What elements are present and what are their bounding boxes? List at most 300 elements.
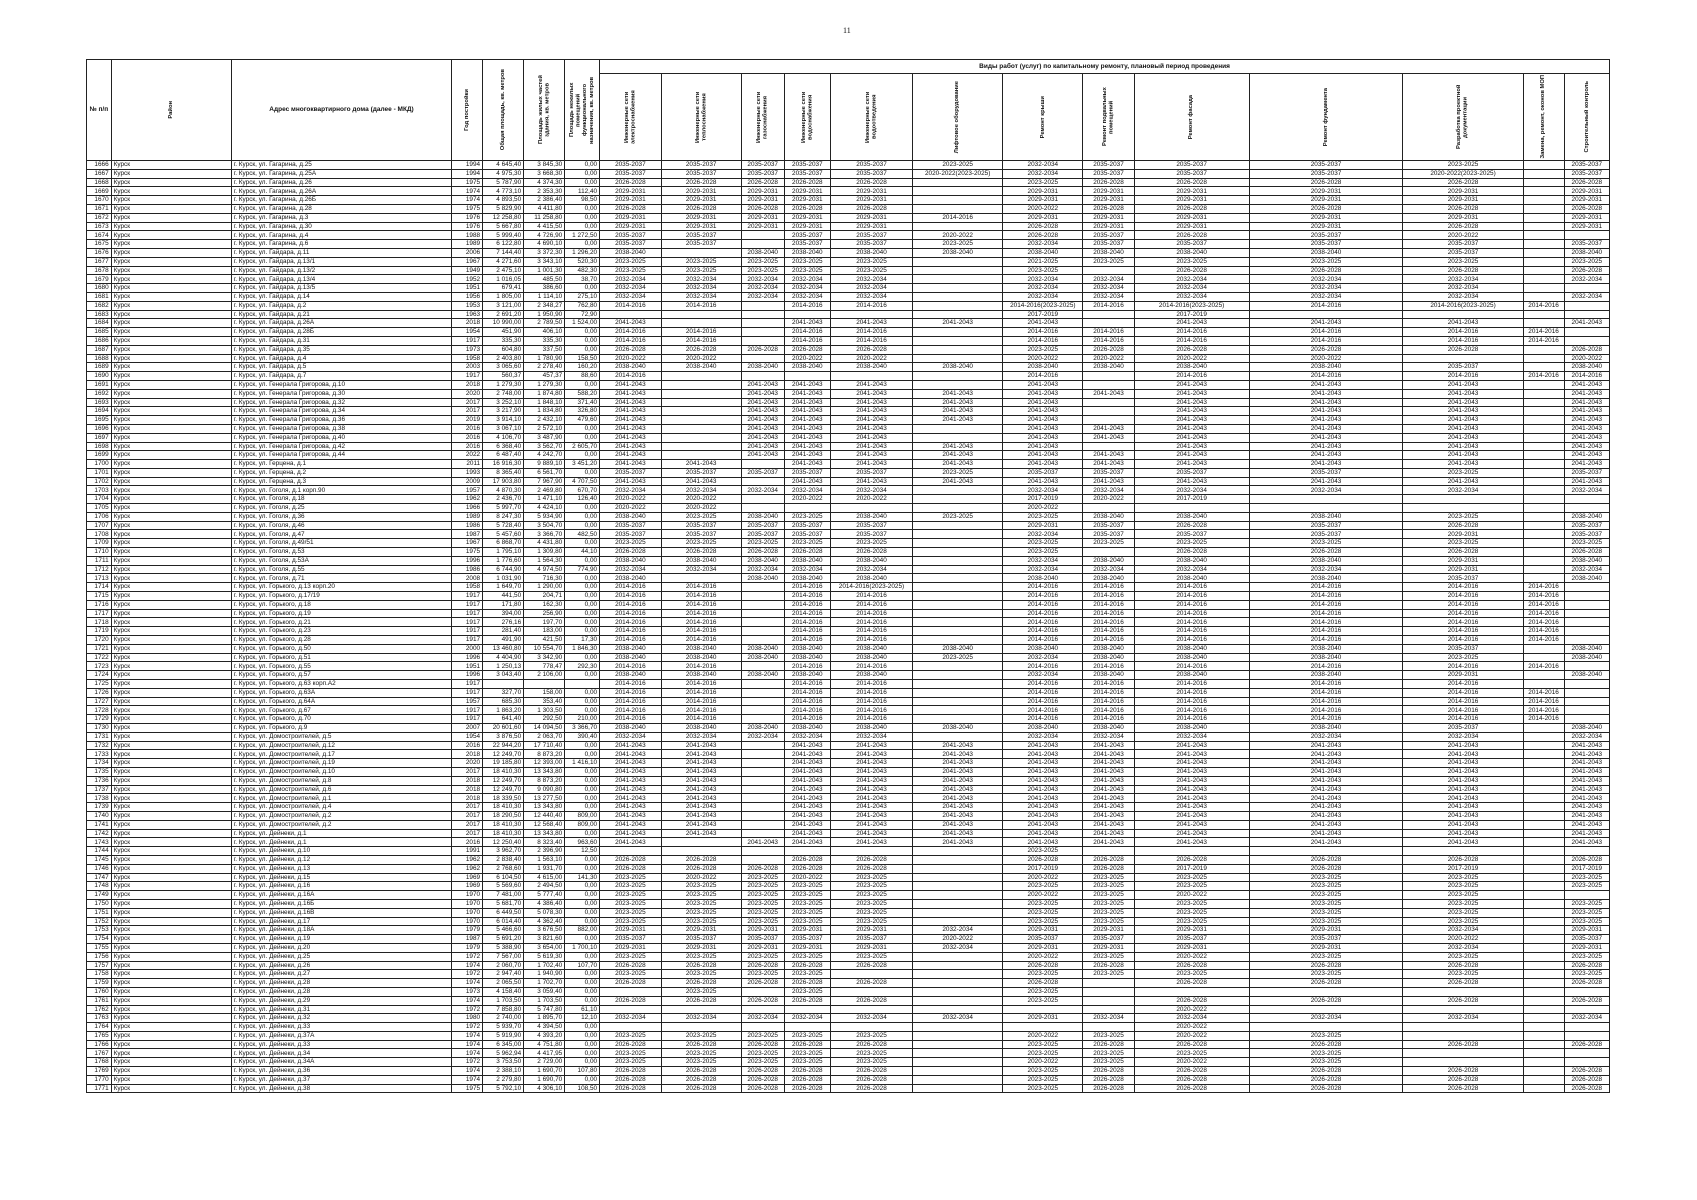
cell-elevator [913,987,1003,996]
cell-construction-control: 2026-2028 [1564,204,1609,213]
cell-gas [741,811,784,820]
cell-foundation: 2041-2043 [1249,442,1403,451]
cell-construction-control: 2041-2043 [1564,416,1609,425]
cell-elevator [913,1040,1003,1049]
cell-address: г. Курск, ул. Генерала Григорова, д.10 [231,380,452,389]
cell-roof: 2023-2025 [1003,178,1083,187]
cell-nonresidential-area: 126,40 [565,495,600,504]
cell-year: 1969 [452,873,483,882]
cell-electric: 2026-2028 [600,979,662,988]
cell-electric: 2032-2034 [600,275,662,284]
cell-total-area: 12 249,70 [483,785,524,794]
cell-total-area: 335,30 [483,336,524,345]
cell-heating: 2014-2016 [661,592,741,601]
cell-foundation: 2014-2016 [1249,592,1403,601]
cell-water: 2014-2016 [784,609,830,618]
cell-district: Курск [111,592,231,601]
cell-roof: 2020-2022 [1003,504,1083,513]
cell-water: 2035-2037 [784,468,830,477]
cell-total-area: 5 681,70 [483,899,524,908]
cell-design-docs [1403,1031,1523,1040]
cell-gas: 2032-2034 [741,1014,784,1023]
table-row [87,899,1610,908]
cell-windows [1523,442,1564,451]
cell-electric: 2038-2040 [600,653,662,662]
cell-windows [1523,653,1564,662]
table-row [87,1049,1610,1058]
cell-total-area: 4 158,40 [483,987,524,996]
cell-gas: 2026-2028 [741,1084,784,1093]
cell-heating: 2035-2037 [661,530,741,539]
cell-water: 2029-2031 [784,943,830,952]
cell-sewer: 2041-2043 [830,460,912,469]
cell-heating [661,451,741,460]
cell-nonresidential-area: 0,00 [565,741,600,750]
cell-water: 2035-2037 [784,161,830,170]
cell-year: 2018 [452,785,483,794]
cell-total-area: 3 753,50 [483,1058,524,1067]
cell-gas: 2023-2025 [741,873,784,882]
cell-facade: 2026-2028 [1134,1067,1249,1076]
cell-roof: 2020-2022 [1003,1031,1083,1040]
cell-district: Курск [111,380,231,389]
cell-basement: 2038-2040 [1083,248,1134,257]
table-row [87,785,1610,794]
cell-year: 2011 [452,460,483,469]
cell-construction-control: 2026-2028 [1564,979,1609,988]
cell-nonresidential-area: 0,00 [565,697,600,706]
cell-roof: 2041-2043 [1003,838,1083,847]
cell-nonresidential-area: 520,30 [565,257,600,266]
cell-district: Курск [111,636,231,645]
cell-roof: 2032-2034 [1003,486,1083,495]
table-row [87,935,1610,944]
cell-living-area: 4 394,50 [524,1023,565,1032]
cell-living-area: 5 934,90 [524,512,565,521]
cell-num: 1722 [87,653,112,662]
table-row [87,486,1610,495]
cell-elevator [913,284,1003,293]
cell-total-area: 2 691,20 [483,310,524,319]
cell-total-area: 12 249,70 [483,750,524,759]
cell-num: 1731 [87,732,112,741]
cell-district: Курск [111,354,231,363]
cell-total-area: 12 258,80 [483,213,524,222]
cell-basement: 2026-2028 [1083,1075,1134,1084]
cell-nonresidential-area: 98,50 [565,196,600,205]
cell-year: 2017 [452,767,483,776]
cell-living-area: 3 059,40 [524,987,565,996]
cell-construction-control: 2041-2043 [1564,820,1609,829]
cell-district: Курск [111,161,231,170]
cell-windows [1523,961,1564,970]
cell-nonresidential-area: 0,00 [565,855,600,864]
cell-num: 1705 [87,504,112,513]
cell-elevator [913,864,1003,873]
cell-foundation: 2041-2043 [1249,477,1403,486]
cell-living-area: 421,50 [524,636,565,645]
cell-address: г. Курск, ул. Дейнеки, д.34А [231,1058,452,1067]
col-header-elevator-text: Лифтовое оборудование [954,80,961,154]
cell-design-docs: 2032-2034 [1403,732,1523,741]
cell-roof: 2041-2043 [1003,750,1083,759]
cell-total-area: 2 388,10 [483,1067,524,1076]
cell-heating: 2020-2022 [661,873,741,882]
cell-design-docs: 2041-2043 [1403,759,1523,768]
cell-elevator [913,917,1003,926]
cell-num: 1670 [87,196,112,205]
cell-sewer: 2032-2034 [830,292,912,301]
cell-roof: 2023-2025 [1003,996,1083,1005]
table-row [87,460,1610,469]
cell-nonresidential-area: 809,00 [565,820,600,829]
cell-design-docs: 2041-2043 [1403,407,1523,416]
cell-electric: 2020-2022 [600,354,662,363]
cell-address: г. Курск, ул. Дейнеки, д.18А [231,926,452,935]
cell-year: 1996 [452,671,483,680]
cell-basement: 2020-2022 [1083,354,1134,363]
cell-num: 1678 [87,266,112,275]
cell-total-area: 6 014,40 [483,917,524,926]
cell-total-area: 6 744,90 [483,565,524,574]
cell-windows [1523,275,1564,284]
cell-elevator: 2041-2043 [913,750,1003,759]
cell-construction-control: 2041-2043 [1564,389,1609,398]
cell-district: Курск [111,345,231,354]
cell-foundation: 2035-2037 [1249,231,1403,240]
cell-nonresidential-area: 0,00 [565,213,600,222]
cell-address: г. Курск, ул. Дейнеки, д.38 [231,1084,452,1093]
cell-construction-control: 2035-2037 [1564,468,1609,477]
cell-total-area: 5 939,70 [483,1023,524,1032]
table-row [87,943,1610,952]
cell-year: 2019 [452,416,483,425]
cell-water: 2035-2037 [784,231,830,240]
cell-windows [1523,248,1564,257]
cell-elevator [913,196,1003,205]
cell-construction-control: 2041-2043 [1564,767,1609,776]
cell-num: 1687 [87,345,112,354]
cell-elevator [913,970,1003,979]
cell-year: 1917 [452,706,483,715]
cell-total-area: 6 487,40 [483,451,524,460]
cell-foundation: 2041-2043 [1249,803,1403,812]
cell-windows [1523,416,1564,425]
cell-gas: 2032-2034 [741,284,784,293]
cell-gas [741,336,784,345]
cell-roof: 2017-2019 [1003,310,1083,319]
cell-water: 2014-2016 [784,600,830,609]
cell-district: Курск [111,855,231,864]
cell-gas: 2032-2034 [741,565,784,574]
cell-nonresidential-area: 0,00 [565,504,600,513]
cell-facade: 2017-2019 [1134,310,1249,319]
cell-nonresidential-area: 3 451,20 [565,460,600,469]
cell-foundation: 2035-2037 [1249,935,1403,944]
cell-sewer: 2035-2037 [830,161,912,170]
col-header-year-text: Год постройки [463,89,470,131]
cell-foundation: 2023-2025 [1249,873,1403,882]
cell-sewer: 2041-2043 [830,451,912,460]
cell-electric: 2041-2043 [600,794,662,803]
cell-foundation: 2041-2043 [1249,398,1403,407]
col-header-foundation-text: Ремонт фундамента [1322,87,1329,147]
cell-basement: 2014-2016 [1083,618,1134,627]
cell-foundation: 2023-2025 [1249,899,1403,908]
cell-elevator [913,715,1003,724]
cell-water: 2029-2031 [784,926,830,935]
cell-elevator [913,1023,1003,1032]
cell-windows [1523,354,1564,363]
cell-gas: 2023-2025 [741,917,784,926]
table-row [87,565,1610,574]
cell-heating [661,389,741,398]
cell-construction-control [1564,1023,1609,1032]
cell-year: 1962 [452,855,483,864]
cell-num: 1745 [87,855,112,864]
cell-nonresidential-area: 0,00 [565,583,600,592]
table-row [87,882,1610,891]
cell-construction-control: 2038-2040 [1564,512,1609,521]
cell-design-docs: 2026-2028 [1403,266,1523,275]
table-row [87,1084,1610,1093]
cell-heating: 2032-2034 [661,292,741,301]
cell-foundation: 2014-2016 [1249,680,1403,689]
cell-address: г. Курск, ул. Гагарина, д.25 [231,161,452,170]
cell-construction-control [1564,600,1609,609]
cell-gas [741,847,784,856]
cell-basement: 2032-2034 [1083,292,1134,301]
cell-electric: 2035-2037 [600,169,662,178]
cell-heating: 2029-2031 [661,196,741,205]
cell-living-area: 12 568,40 [524,820,565,829]
cell-windows [1523,979,1564,988]
cell-sewer: 2014-2016 [830,662,912,671]
cell-gas: 2032-2034 [741,486,784,495]
cell-basement [1083,1023,1134,1032]
cell-basement: 2038-2040 [1083,724,1134,733]
cell-address: г. Курск, ул. Генерала Григорова, д.42 [231,442,452,451]
cell-district: Курск [111,952,231,961]
cell-construction-control [1564,987,1609,996]
cell-sewer: 2023-2025 [830,266,912,275]
cell-water: 2023-2025 [784,899,830,908]
cell-water: 2026-2028 [784,855,830,864]
cell-electric: 2032-2034 [600,292,662,301]
cell-facade: 2026-2028 [1134,855,1249,864]
cell-year: 1953 [452,301,483,310]
cell-design-docs: 2032-2034 [1403,275,1523,284]
table-row [87,908,1610,917]
cell-basement: 2014-2016 [1083,328,1134,337]
cell-electric: 2014-2016 [600,372,662,381]
cell-gas: 2026-2028 [741,1067,784,1076]
cell-num: 1754 [87,935,112,944]
table-row [87,539,1610,548]
cell-heating: 2032-2034 [661,284,741,293]
cell-sewer [830,970,912,979]
cell-gas [741,855,784,864]
cell-basement: 2026-2028 [1083,1067,1134,1076]
cell-water: 2023-2025 [784,952,830,961]
cell-elevator [913,680,1003,689]
cell-living-area: 2 063,70 [524,732,565,741]
cell-year: 1917 [452,680,483,689]
cell-design-docs: 2026-2028 [1403,1067,1523,1076]
cell-windows [1523,1084,1564,1093]
cell-nonresidential-area: 12,50 [565,847,600,856]
cell-elevator: 2041-2043 [913,803,1003,812]
cell-construction-control [1564,301,1609,310]
cell-elevator [913,891,1003,900]
cell-heating [661,248,741,257]
cell-num: 1760 [87,987,112,996]
cell-heating: 2041-2043 [661,794,741,803]
cell-living-area: 2 469,80 [524,486,565,495]
cell-year: 1966 [452,504,483,513]
cell-year: 1954 [452,732,483,741]
cell-year: 2018 [452,776,483,785]
cell-roof: 2023-2025 [1003,1075,1083,1084]
cell-nonresidential-area: 0,00 [565,380,600,389]
cell-nonresidential-area: 0,00 [565,952,600,961]
cell-electric: 2023-2025 [600,970,662,979]
cell-elevator: 2020-2022(2023-2025) [913,169,1003,178]
cell-design-docs: 2041-2043 [1403,750,1523,759]
cell-water: 2041-2043 [784,759,830,768]
table-row [87,310,1610,319]
cell-water [784,310,830,319]
cell-address: г. Курск, ул. Домостроителей, д.4 [231,803,452,812]
cell-water: 2014-2016 [784,328,830,337]
cell-electric: 2038-2040 [600,574,662,583]
cell-elevator [913,996,1003,1005]
cell-address: г. Курск, ул. Горького, д.18 [231,600,452,609]
cell-heating: 2035-2037 [661,935,741,944]
cell-water: 2026-2028 [784,204,830,213]
cell-facade: 2026-2028 [1134,996,1249,1005]
cell-year: 2016 [452,424,483,433]
cell-address: г. Курск, ул. Дейнеки, д.13 [231,864,452,873]
cell-construction-control: 2029-2031 [1564,213,1609,222]
cell-electric: 2041-2043 [600,767,662,776]
cell-roof: 2014-2016 [1003,715,1083,724]
cell-year: 2008 [452,574,483,583]
cell-windows [1523,451,1564,460]
cell-sewer: 2014-2016 [830,609,912,618]
cell-sewer: 2035-2037 [830,240,912,249]
cell-windows [1523,891,1564,900]
cell-design-docs: 2014-2016 [1403,609,1523,618]
cell-district: Курск [111,477,231,486]
cell-nonresidential-area: 12,10 [565,1014,600,1023]
cell-facade: 2038-2040 [1134,248,1249,257]
cell-water: 2023-2025 [784,891,830,900]
cell-basement: 2041-2043 [1083,803,1134,812]
cell-address: г. Курск, ул. Гагарина, д.26 [231,178,452,187]
cell-living-area: 3 487,90 [524,433,565,442]
cell-address: г. Курск, ул. Генерала Григорова, д.44 [231,451,452,460]
col-header-sewer-text: Инженерные сети водоотведения [864,91,878,143]
table-row [87,811,1610,820]
col-header-facade-text: Ремонт фасада [1188,94,1195,140]
cell-facade: 2032-2034 [1134,565,1249,574]
cell-heating: 2038-2040 [661,724,741,733]
cell-year: 1988 [452,231,483,240]
cell-foundation: 2035-2037 [1249,468,1403,477]
cell-district: Курск [111,495,231,504]
cell-gas: 2029-2031 [741,213,784,222]
cell-heating [661,407,741,416]
cell-electric: 2041-2043 [600,477,662,486]
cell-sewer: 2041-2043 [830,759,912,768]
cell-basement: 2014-2016 [1083,592,1134,601]
cell-heating: 2026-2028 [661,345,741,354]
cell-foundation: 2035-2037 [1249,530,1403,539]
cell-living-area: 4 242,70 [524,451,565,460]
cell-foundation: 2014-2016 [1249,336,1403,345]
cell-num: 1671 [87,204,112,213]
cell-elevator [913,847,1003,856]
cell-gas [741,319,784,328]
cell-design-docs: 2041-2043 [1403,785,1523,794]
cell-district: Курск [111,486,231,495]
cell-total-area: 2 279,80 [483,1075,524,1084]
cell-total-area: 4 773,10 [483,187,524,196]
cell-gas [741,1005,784,1014]
cell-water: 2014-2016 [784,627,830,636]
cell-gas: 2023-2025 [741,1058,784,1067]
cell-facade: 2038-2040 [1134,363,1249,372]
cell-num: 1715 [87,592,112,601]
cell-windows: 2014-2016 [1523,328,1564,337]
cell-living-area: 4 415,50 [524,222,565,231]
cell-year: 2020 [452,759,483,768]
cell-elevator: 2041-2043 [913,785,1003,794]
cell-total-area: 18 339,50 [483,794,524,803]
cell-address: г. Курск, ул. Дейнеки, д.37 [231,1075,452,1084]
table-row [87,891,1610,900]
cell-windows [1523,468,1564,477]
cell-nonresidential-area: 1 416,10 [565,759,600,768]
cell-basement: 2038-2040 [1083,556,1134,565]
cell-year: 1954 [452,328,483,337]
table-row [87,715,1610,724]
cell-year: 1917 [452,592,483,601]
cell-living-area: 2 278,40 [524,363,565,372]
cell-address: г. Курск, ул. Генерала Григорова, д.40 [231,433,452,442]
cell-water: 2014-2016 [784,636,830,645]
cell-roof: 2041-2043 [1003,794,1083,803]
cell-foundation: 2026-2028 [1249,204,1403,213]
cell-nonresidential-area: 2 605,70 [565,442,600,451]
cell-design-docs: 2041-2043 [1403,838,1523,847]
cell-year: 1996 [452,556,483,565]
cell-num: 1666 [87,161,112,170]
cell-district: Курск [111,1014,231,1023]
cell-sewer: 2041-2043 [830,767,912,776]
cell-roof: 2023-2025 [1003,548,1083,557]
table-row [87,248,1610,257]
cell-roof: 2029-2031 [1003,521,1083,530]
cell-roof: 2032-2034 [1003,653,1083,662]
cell-num: 1696 [87,424,112,433]
cell-facade: 2035-2037 [1134,530,1249,539]
cell-address: г. Курск, ул. Гайдара, д.13/2 [231,266,452,275]
cell-electric: 2014-2016 [600,706,662,715]
cell-water: 2041-2043 [784,811,830,820]
cell-water: 2041-2043 [784,750,830,759]
